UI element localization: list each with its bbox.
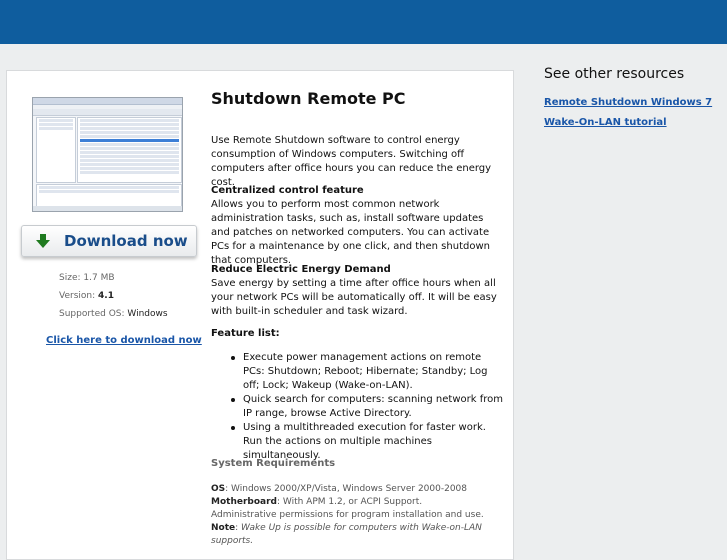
section2-text: Save energy by setting a time after office hours when all your network PCs will be automatically off. It will be easy with built-in scheduler and task wizard. [211, 278, 497, 317]
feature-list [211, 351, 503, 463]
download-now-button[interactable] [21, 225, 197, 257]
section2-title: Reduce Electric Energy Demand [211, 264, 391, 275]
screenshot-titlebar [33, 98, 182, 105]
screenshot-statusbar [33, 206, 182, 211]
size-info [59, 273, 115, 283]
sidebar-link-wol-tutorial[interactable]: Wake-On-LAN tutorial [544, 117, 667, 128]
sys-admin: Administrative permissions for program installation and use. [211, 510, 484, 520]
screenshot-log-pane [36, 184, 182, 208]
feature-item: Using a multithreaded execution for faster work. Run the actions on multiple machines simultaneously. [243, 421, 503, 463]
sys-note-label: Note [211, 523, 236, 533]
section1-title: Centralized control feature [211, 185, 364, 196]
version-info [59, 291, 114, 301]
sys-os-value: : Windows 2000/XP/Vista, Windows Server 2000-2008 [225, 484, 468, 494]
download-arrow-icon [34, 233, 52, 249]
sys-mb-label: Motherboard [211, 497, 277, 507]
version-label: Version: [59, 291, 96, 301]
top-banner [0, 0, 727, 44]
sys-mb-value: : With APM 1.2, or ACPI Support. [276, 497, 423, 507]
intro-text: Use Remote Shutdown software to control energy consumption of Windows computers. Switching off computers after office hours you can reduce the energy cost. [211, 135, 492, 188]
os-info [59, 309, 168, 319]
product-screenshot[interactable] [32, 97, 183, 212]
screenshot-list-pane [77, 117, 182, 183]
sys-note-value: Wake Up is possible for computers with Wake-on-LAN supports. [211, 523, 482, 546]
sidebar-link-remote-shutdown[interactable]: Remote Shutdown Windows 7 [544, 97, 713, 108]
screenshot-tree-pane [36, 117, 76, 183]
version-value: 4.1 [98, 291, 114, 301]
sys-os-label: OS [211, 484, 226, 494]
screenshot-toolbar [33, 109, 182, 116]
feature-item: Quick search for computers: scanning network from IP range, browse Active Directory. [243, 394, 503, 419]
sidebar-title: See other resources [544, 66, 685, 82]
download-link[interactable]: Click here to download now [46, 335, 202, 346]
os-label: Supported OS: [59, 309, 125, 319]
size-label: Size: [59, 273, 81, 283]
section1-text: Allows you to perform most common network administration tasks, such as, install software updates and patches on networked computers. You can activate PCs for a maintenance by one click, and then shutdown that computers. [211, 199, 490, 266]
os-value: Windows [127, 309, 168, 319]
system-requirements-title: System Requirements [211, 458, 336, 469]
page-title: Shutdown Remote PC [211, 89, 406, 108]
feature-item: Execute power management actions on remote PCs: Shutdown; Reboot; Hibernate; Standby; Log off; Lock; Wakeup (Wake-on-LAN). [243, 351, 503, 393]
download-now-label: Download now [64, 232, 188, 250]
features-title: Feature list: [211, 328, 280, 339]
size-value: 1.7 MB [83, 273, 115, 283]
system-requirements: OS: Windows 2000/XP/Vista, Windows Server 2000-2008 Motherboard: With APM 1.2, or ACPI Support. Administrative permissions for program installation and use. Note: Wake Up is possible for computers with Wake-on-LAN supports. [211, 483, 511, 548]
